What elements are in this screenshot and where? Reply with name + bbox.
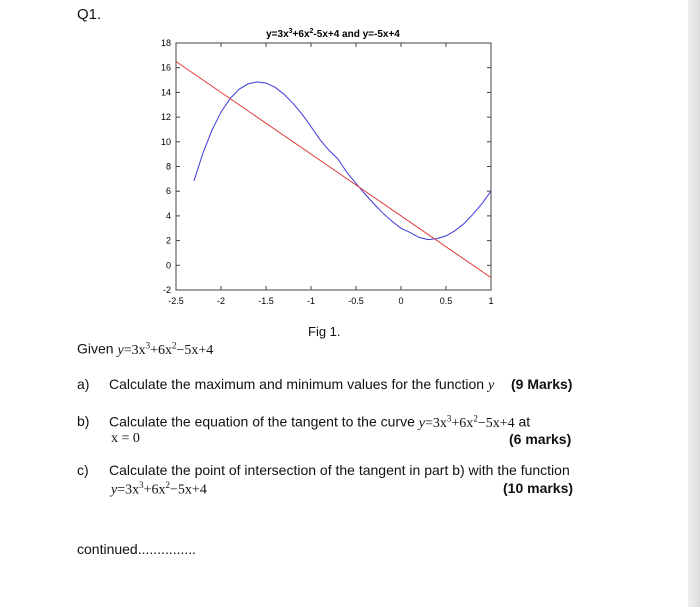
figure-caption: Fig 1. (308, 324, 341, 339)
x-tick-label: -2 (216, 296, 226, 306)
given-label: Given (77, 340, 114, 357)
y-tick-label: 14 (160, 87, 171, 98)
x-tick-label: 0.5 (439, 296, 453, 306)
part-b-letter: b) (77, 413, 90, 429)
y-tick-label: 12 (160, 112, 171, 123)
x-tick-label: 1 (488, 296, 494, 306)
part-a-letter: a) (77, 376, 90, 392)
part-c-letter: c) (77, 462, 89, 478)
part-b-marks: (6 marks) (509, 431, 572, 447)
y-tick-label: 0 (165, 260, 171, 271)
part-b-condition: x = 0 (111, 431, 140, 446)
plot-frame (176, 43, 491, 290)
y-tick-label: 2 (165, 235, 171, 246)
part-a-text: Calculate the maximum and minimum values for the function y (109, 376, 495, 393)
y-axis (161, 38, 491, 295)
part-b-equation: $y=3x^3+6x^2-5x+4$ (418, 413, 515, 431)
y-tick-label: 10 (160, 136, 171, 147)
x-tick-label: 0 (398, 296, 404, 306)
given-statement (77, 340, 213, 359)
given-equation: $y=3x^3+6x^2-5x+4$ (117, 340, 214, 358)
y-tick-label: -2 (162, 285, 171, 295)
x-tick-label: -1.5 (258, 296, 274, 306)
series-layer (176, 62, 491, 278)
part-a-var: y (487, 378, 495, 393)
part-b-text: Calculate the equation of the tangent to the curve $y=3x^3+6x^2-5x+4$ at (109, 413, 531, 431)
continued-note: continued............... (77, 541, 197, 557)
cubic-curve-line (194, 82, 491, 240)
y-tick-label: 18 (160, 38, 171, 48)
chart-title: $y=3x^3+6x^2-5x+4$ and y=-5x+4 (266, 28, 400, 40)
tangent-line (176, 62, 491, 278)
x-tick-label: -2.5 (168, 296, 184, 306)
part-c-marks: (10 marks) (503, 480, 574, 496)
x-tick-label: -1 (306, 296, 316, 306)
y-tick-label: 8 (165, 161, 171, 172)
question-label: Q1. (77, 6, 102, 23)
x-tick-label: -0.5 (348, 296, 364, 306)
y-tick-label: 6 (165, 186, 171, 197)
part-a-marks: (9 Marks) (511, 376, 573, 392)
part-c-equation: $y=3x^3+6x^2-5x+4$ (111, 480, 207, 498)
y-tick-label: 4 (165, 210, 171, 221)
part-c-text: Calculate the point of intersection of the tangent in part b) with the function (109, 462, 570, 478)
y-tick-label: 16 (160, 62, 171, 73)
